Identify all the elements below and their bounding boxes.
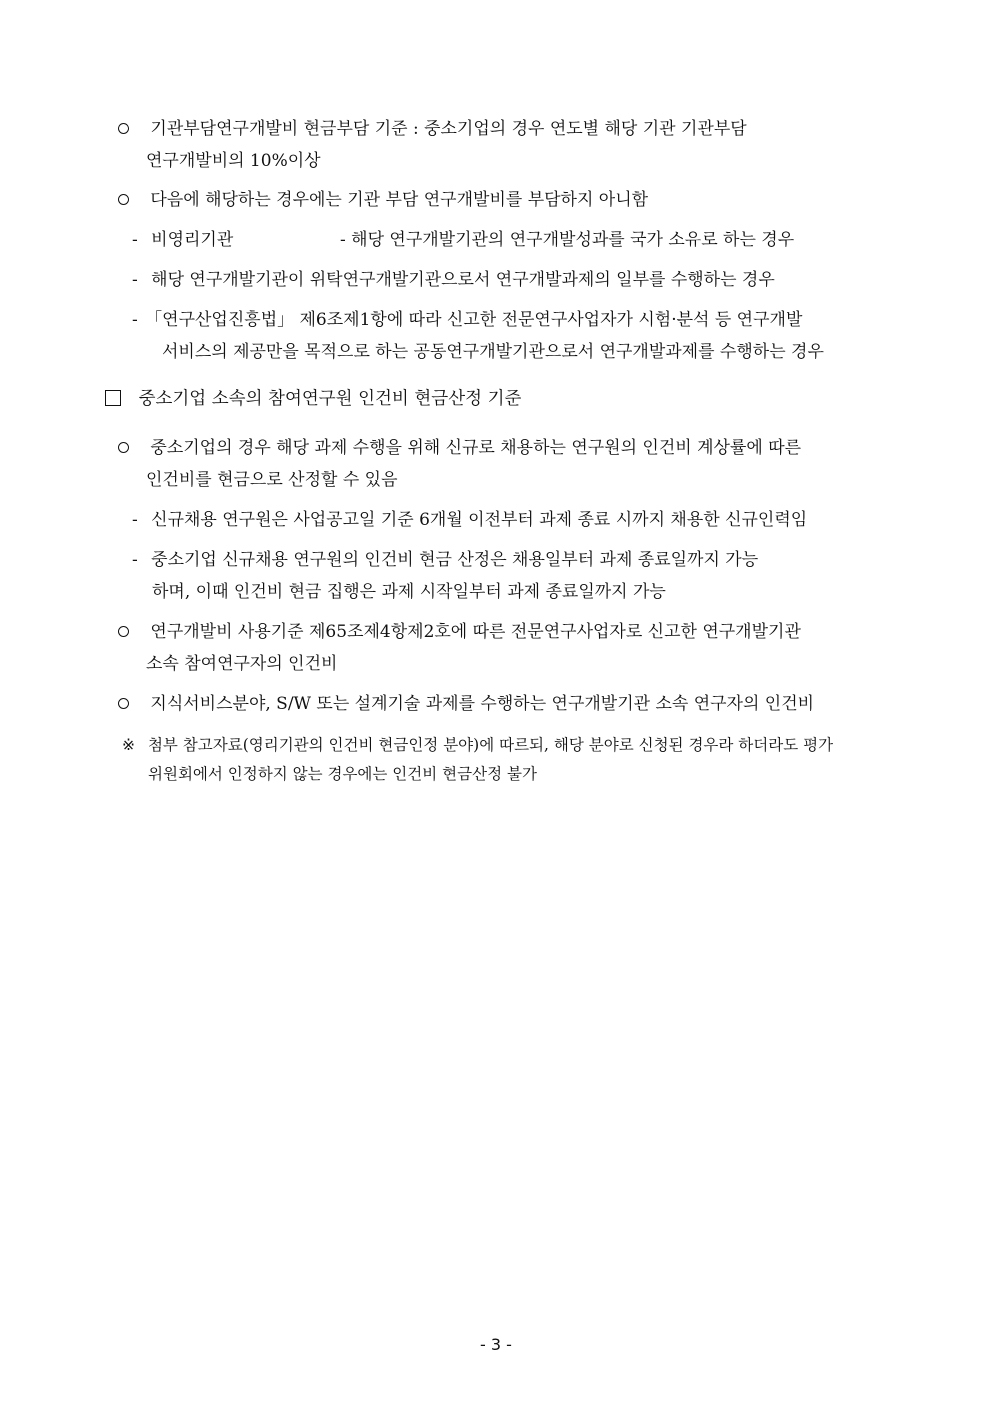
dash-5-text-1: 중소기업 신규채용 연구원의 인건비 현금 산정은 채용일부터 과제 종료일까지 가능 <box>151 550 759 570</box>
section-heading <box>105 387 521 411</box>
page-number: - 3 - <box>480 1335 512 1354</box>
bullet-4-line-1 <box>118 620 801 644</box>
bullet-5-line-1 <box>118 692 814 716</box>
bullet-3-text-1: 중소기업의 경우 해당 과제 수행을 위해 신규로 채용하는 연구원의 인건비 계상률에 따른 <box>150 438 802 458</box>
dash-4-line-1 <box>132 508 807 532</box>
bullet-2-text-1: 다음에 해당하는 경우에는 기관 부담 연구개발비를 부담하지 아니함 <box>150 190 649 210</box>
dash-1-left <box>132 228 233 252</box>
dash-marker: - <box>132 310 138 330</box>
reference-mark-icon: ※ <box>122 736 135 754</box>
bullet-5-text-1: 지식서비스분야, S/W 또는 설계기술 과제를 수행하는 연구개발기관 소속 연구자의 인건비 <box>150 694 815 714</box>
bullet-4-line-2: 소속 참여연구자의 인건비 <box>146 654 338 674</box>
bullet-4-text-1: 연구개발비 사용기준 제65조제4항제2호에 따른 전문연구사업자로 신고한 연구개발기관 <box>150 622 801 642</box>
bullet-3-line-2: 인건비를 현금으로 산정할 수 있음 <box>146 470 398 490</box>
note-line-2: 위원회에서 인정하지 않는 경우에는 인건비 현금산정 불가 <box>148 765 537 783</box>
circle-bullet-icon <box>118 698 129 709</box>
square-bullet-icon <box>105 390 121 406</box>
circle-bullet-icon <box>118 123 129 134</box>
dash-4-text-1: 신규채용 연구원은 사업공고일 기준 6개월 이전부터 과제 종료 시까지 채용한 신규인력임 <box>151 510 808 530</box>
dash-1-left-text: 비영리기관 <box>151 230 234 250</box>
bullet-1-line-2: 연구개발비의 10%이상 <box>146 151 321 171</box>
bullet-1-line-1 <box>118 117 747 141</box>
bullet-2-line-1 <box>118 188 648 212</box>
note-text-1: 첨부 참고자료(영리기관의 인건비 현금인정 분야)에 따르되, 해당 분야로 신청된 경우라 하더라도 평가 <box>147 736 834 754</box>
dash-marker: - <box>132 270 138 290</box>
dash-marker: - <box>132 230 138 250</box>
dash-3-text-1: 「연구산업진흥법」 제6조제1항에 따라 신고한 전문연구사업자가 시험·분석 등 연구개발 <box>145 310 803 330</box>
section-heading-title: 중소기업 소속의 참여연구원 인건비 현금산정 기준 <box>138 389 522 409</box>
dash-5-line-1 <box>132 548 758 572</box>
dash-5-line-2: 하며, 이때 인건비 현금 집행은 과제 시작일부터 과제 종료일까지 가능 <box>152 582 666 602</box>
dash-3-line-1 <box>132 308 802 332</box>
circle-bullet-icon <box>118 626 129 637</box>
dash-2-text-1: 해당 연구개발기관이 위탁연구개발기관으로서 연구개발과제의 일부를 수행하는 경우 <box>151 270 775 290</box>
dash-3-line-2: 서비스의 제공만을 목적으로 하는 공동연구개발기관으로서 연구개발과제를 수행하는 경우 <box>162 342 824 362</box>
note-line-1 <box>122 733 833 757</box>
bullet-1-text-1: 기관부담연구개발비 현금부담 기준 : 중소기업의 경우 연도별 해당 기관 기관부담 <box>150 119 747 139</box>
circle-bullet-icon <box>118 194 129 205</box>
dash-marker: - <box>132 550 138 570</box>
dash-2-line-1 <box>132 268 775 292</box>
bullet-3-line-1 <box>118 436 801 460</box>
circle-bullet-icon <box>118 442 129 453</box>
dash-marker: - <box>132 510 138 530</box>
dash-1-right: - 해당 연구개발기관의 연구개발성과를 국가 소유로 하는 경우 <box>340 230 795 250</box>
